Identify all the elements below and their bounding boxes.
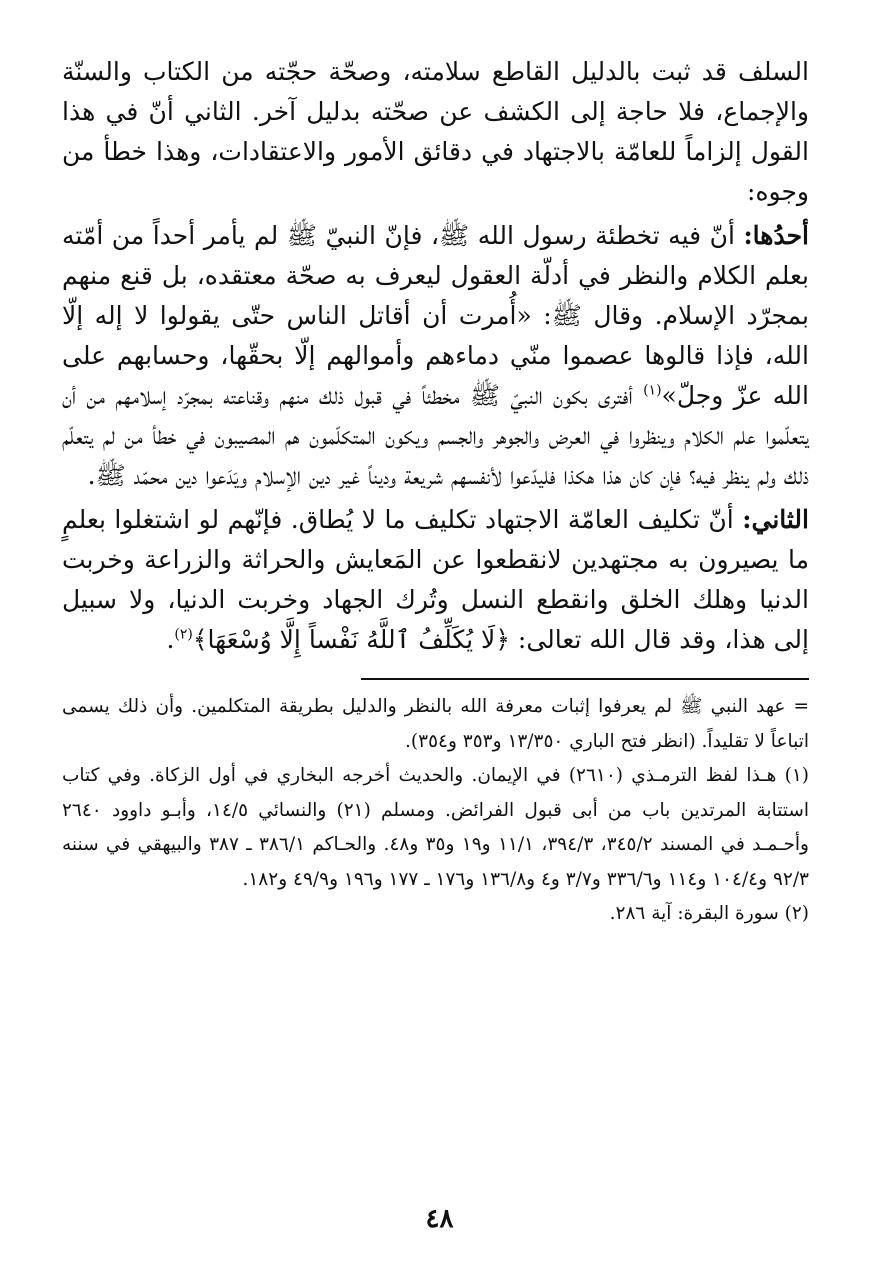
footnotes: [62, 690, 809, 932]
paragraph-3-label: الثاني:: [742, 505, 809, 534]
footnote-1: (١) هـذا لفظ الترمـذي (٢٦١٠) في الإيمان. والحديث أخرجه البخاري في أول الزكاة. وفي كتاب استتابة المرتدين باب من أبى قبول الفرائض. ومسلم (٢١) والنسائي ١٤/٥، وأبـو داوود ٢٦٤٠ وأحـمـد في المسند ٣٤٥/٢، ٣٩٤/٣، ١١/١ و١٩ و٣٥ و٤٨. والحـاكم ٣٨٦/١ ـ ٣٨٧ والبيهقي في سننه ٩٢/٣ و١٠٤/٤ و١١٤ و٣٣٦/٦ و٣/٧ و٤ و١٣٦/٨ و١٧٦ ـ ١٧٧ و١٩٦ و٤٩/٩ و١٨٢.: [62, 765, 810, 890]
paragraph-3-end: .: [166, 625, 175, 654]
paragraph-3: [62, 500, 809, 660]
footnote-divider: [361, 678, 809, 680]
paragraph-1: السلف قد ثبت بالدليل القاطع سلامته، وصحّة حجّته من الكتاب والسنّة والإجماع، فلا حاجة إلى الكشف عن صحّته بدليل آخر. الثاني أنّ في هذا القول إلزاماً للعامّة بالاجتهاد في دقائق الأمور والاعتقادات، وهذا خطأ من وجوه:: [62, 57, 809, 206]
paragraph-2: [62, 216, 809, 496]
paragraph-2-text-a: أنّ فيه تخطئة رسول الله ﷺ، فإنّ النبيّ ﷺ لم يأمر أحداً من أمّته بعلم الكلام والنظر في أدلّة العقول ليعرف به صحّة معتقده، بل قنع منهم بمجرّد الإسلام. وقال ﷺ: «أُمرت أن أقاتل الناس حتّى يقولوا لا إله إلّا الله، فإذا قالوها عصموا منّي دماءهم وأموالهم إلّا بحقّها، وحسابهم على الله عزّ وجلّ»: [62, 221, 809, 410]
page-number: ٤٨: [425, 1204, 454, 1234]
paragraph-3-text: أنّ تكليف العامّة الاجتهاد تكليف ما لا يُطاق. فإنّهم لو اشتغلوا بعلمٍ ما يصيرون به مجتهدين لانقطعوا عن المَعايش والحراثة والزراعة وخربت الدنيا وهلك الخلق وانقطع النسل وتُرك الجهاد وخربت الدنيا، ولا سبيل إلى هذا، وقد قال الله تعالى: ﴿لَا يُكَلِّفُ ٱللَّهُ نَفْساً إِلَّا وُسْعَهَا﴾: [62, 505, 809, 654]
footnote-continuation: = عهد النبي ﷺ لم يعرفوا إثبات معرفة الله بالنظر والدليل بطريقة المتكلمين. وأن ذلك يسمى اتباعاً لا تقليداً. (انظر فتح الباري ١٣/٣٥٠ و٣٥٣ و٣٥٤).: [62, 696, 809, 752]
footnote-ref-1: (١): [643, 382, 662, 399]
paragraph-2-label: أحدُها:: [743, 221, 809, 250]
paragraph-2-text-b: أفترى بكون النبيّ ﷺ مخطئاً في قبول ذلك منهم وقناعته بمجرّد إسلامهم من أن يتعلّموا علم الكلام وينظروا في العرض والجوهر والجسم ويكون المتكلّمون هم المصيبون في خطأ من لم يتعلّم ذلك ولم ينظر فيه؟ فإن كان هذا هكذا فليدّعوا لأنفسهم شريعة وديناً غير دين الإسلام ويَدَعوا دين محمّد ﷺ.: [62, 381, 809, 490]
main-text: [62, 52, 809, 660]
book-page: [62, 52, 809, 932]
footnote-2: (٢) سورة البقرة: آية ٢٨٦.: [609, 903, 809, 924]
footnote-ref-2: (٢): [174, 626, 193, 643]
